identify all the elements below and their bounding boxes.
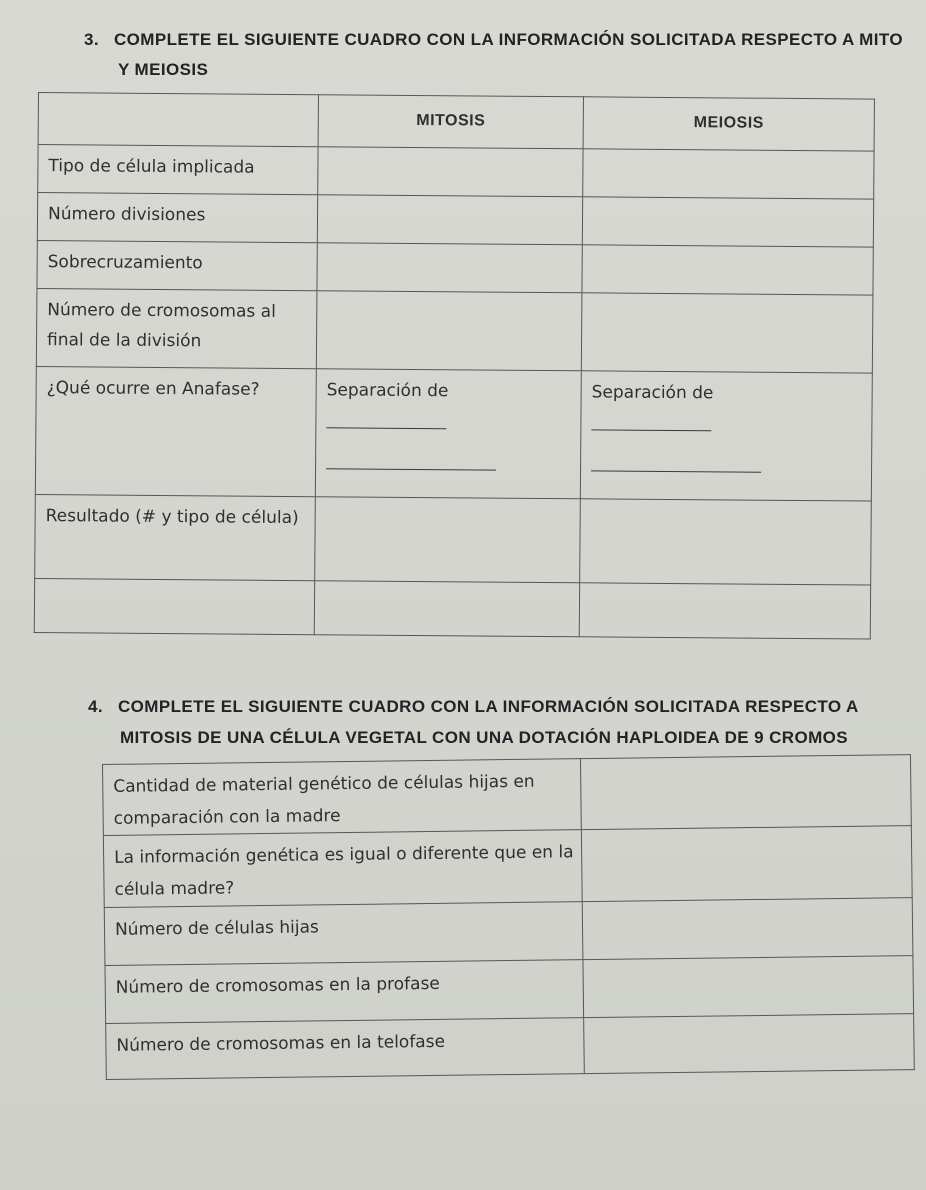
- row-label: Número de cromosomas al final de la división: [36, 288, 317, 368]
- question-3-number: 3.: [84, 30, 99, 49]
- question-3-text: COMPLETE EL SIGUIENTE CUADRO CON LA INFORMACIÓN SOLICITADA RESPECTO A MITO: [114, 30, 903, 49]
- table-row: [105, 956, 914, 1024]
- meiosis-answer-cell[interactable]: [582, 197, 873, 247]
- mitosis-answer-cell[interactable]: [315, 369, 581, 499]
- mitosis-answer-cell[interactable]: [317, 195, 582, 245]
- blank-line: [591, 470, 761, 472]
- mitosis-answer-cell[interactable]: [318, 147, 583, 197]
- table-header-row: [38, 93, 874, 152]
- question-4-number: 4.: [88, 697, 103, 716]
- row-label: ¿Qué ocurre en Anafase?: [35, 366, 316, 496]
- question-4-heading: [88, 697, 859, 717]
- blank-line: [326, 468, 496, 470]
- mitosis-answer-cell[interactable]: [314, 581, 579, 637]
- blank-line: [326, 427, 446, 429]
- table-row: [37, 193, 873, 248]
- question-4-text: COMPLETE EL SIGUIENTE CUADRO CON LA INFORMACIÓN SOLICITADA RESPECTO A: [118, 697, 859, 716]
- mitosis-answer-cell[interactable]: [317, 243, 582, 293]
- table-row: [36, 288, 873, 373]
- question-3-heading: [84, 30, 903, 50]
- meiosis-answer-cell[interactable]: [580, 499, 872, 585]
- table-row: [103, 826, 912, 908]
- row-label: Número de células hijas: [104, 902, 583, 966]
- meiosis-anaphase-prompt: Separación de: [591, 382, 714, 404]
- answer-cell[interactable]: [581, 826, 912, 902]
- row-label: Tipo de célula implicada: [38, 145, 318, 195]
- header-meiosis: MEIOSIS: [583, 97, 874, 151]
- answer-cell[interactable]: [584, 1014, 915, 1074]
- mitosis-anaphase-prompt: Separación de: [326, 380, 449, 402]
- table-row: [35, 494, 872, 585]
- row-label: Resultado (# y tipo de célula): [35, 494, 316, 580]
- row-label: Sobrecruzamiento: [37, 240, 317, 290]
- meiosis-answer-cell[interactable]: [579, 583, 870, 639]
- meiosis-answer-cell[interactable]: [583, 149, 874, 199]
- row-label: La información genética es igual o diferente que en la célula madre?: [103, 830, 582, 908]
- answer-cell[interactable]: [582, 898, 913, 960]
- row-label: Número divisiones: [37, 193, 317, 243]
- meiosis-answer-cell[interactable]: [580, 371, 872, 501]
- table-row: [38, 145, 874, 200]
- meiosis-answer-cell[interactable]: [581, 293, 873, 373]
- table-row: [34, 578, 870, 639]
- plant-cell-mitosis-table: [102, 754, 915, 1080]
- table-row: [104, 898, 913, 966]
- meiosis-answer-cell[interactable]: [582, 245, 873, 295]
- answer-cell[interactable]: [580, 755, 911, 830]
- header-mitosis: MITOSIS: [318, 95, 583, 149]
- header-empty-cell: [38, 93, 318, 147]
- question-3-heading-continued: Y MEIOSIS: [118, 60, 209, 79]
- mitosis-meiosis-table: [34, 92, 875, 640]
- answer-cell[interactable]: [583, 956, 914, 1018]
- table-row: [35, 366, 872, 501]
- blank-line: [591, 429, 711, 431]
- row-label: [34, 578, 314, 634]
- question-4-heading-continued: MITOSIS DE UNA CÉLULA VEGETAL CON UNA DOTACIÓN HAPLOIDEA DE 9 CROMOS: [120, 728, 849, 747]
- table-row: [37, 240, 873, 295]
- mitosis-answer-cell[interactable]: [316, 291, 582, 371]
- row-label: Número de cromosomas en la profase: [105, 960, 584, 1024]
- row-label: Cantidad de material genético de células hijas en comparación con la madre: [103, 759, 582, 836]
- table-row: [106, 1014, 915, 1080]
- table-row: [103, 755, 912, 836]
- mitosis-answer-cell[interactable]: [315, 497, 581, 583]
- row-label: Número de cromosomas en la telofase: [106, 1018, 585, 1080]
